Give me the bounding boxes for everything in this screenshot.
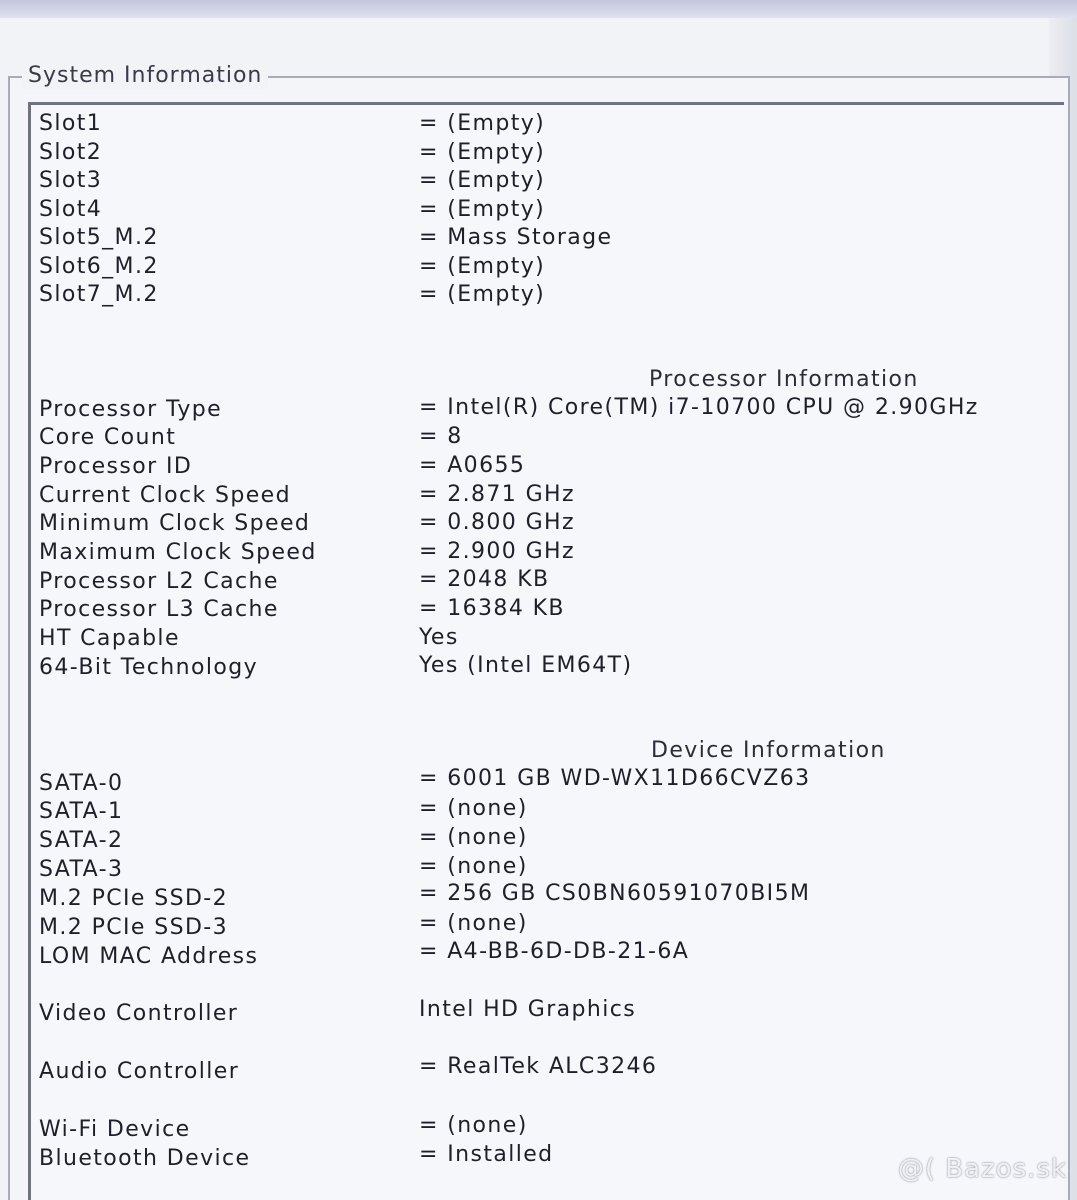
sata3-value: = (none) [419, 854, 528, 879]
sata2-label: SATA-2 [39, 828, 124, 853]
slot3-label: Slot3 [39, 168, 103, 193]
slot6-label: Slot6_M.2 [39, 254, 159, 279]
device-section-title: Device Information [651, 738, 886, 763]
sata1-label: SATA-1 [39, 799, 124, 824]
video-controller-value: Intel HD Graphics [419, 997, 637, 1022]
min-clock-value: = 0.800 GHz [419, 510, 575, 535]
ssd2-label: M.2 PCIe SSD-2 [39, 886, 229, 911]
wifi-device-label: Wi-Fi Device [39, 1117, 191, 1142]
slot3-value: = (Empty) [419, 168, 546, 193]
wifi-device-value: = (none) [419, 1113, 528, 1138]
slot5-value: = Mass Storage [419, 225, 613, 250]
slot4-value: = (Empty) [419, 197, 546, 222]
ssd3-label: M.2 PCIe SSD-3 [39, 915, 229, 940]
lom-mac-label: LOM MAC Address [39, 944, 259, 969]
slot5-label: Slot5_M.2 [39, 225, 159, 250]
slot4-label: Slot4 [39, 197, 103, 222]
sata0-value: = 6001 GB WD-WX11D66CVZ63 [419, 766, 811, 791]
l2-cache-label: Processor L2 Cache [39, 569, 279, 594]
min-clock-label: Minimum Clock Speed [39, 511, 311, 536]
core-count-label: Core Count [39, 425, 177, 450]
audio-controller-value: = RealTek ALC3246 [419, 1054, 658, 1079]
l2-cache-value: = 2048 KB [419, 567, 550, 592]
ssd2-value: = 256 GB CS0BN60591070BI5M [419, 881, 811, 906]
audio-controller-label: Audio Controller [39, 1059, 240, 1084]
core-count-value: = 8 [419, 424, 463, 449]
sata2-value: = (none) [419, 825, 528, 850]
slot6-value: = (Empty) [419, 254, 546, 279]
slot7-value: = (Empty) [419, 282, 546, 307]
sata3-label: SATA-3 [39, 857, 124, 882]
slot1-value: = (Empty) [419, 111, 546, 136]
group-title: System Information [22, 63, 268, 89]
info-panel [28, 102, 1064, 1200]
video-controller-label: Video Controller [39, 1001, 239, 1026]
processor-type-label: Processor Type [39, 397, 223, 422]
ht-capable-value: Yes [419, 625, 459, 650]
64bit-label: 64-Bit Technology [39, 655, 259, 680]
processor-type-value: = Intel(R) Core(TM) i7-10700 CPU @ 2.90GHz [419, 395, 979, 420]
slot1-label: Slot1 [39, 111, 103, 136]
slot2-label: Slot2 [39, 140, 103, 165]
current-clock-label: Current Clock Speed [39, 483, 291, 508]
max-clock-value: = 2.900 GHz [419, 539, 575, 564]
bluetooth-device-label: Bluetooth Device [39, 1146, 251, 1171]
max-clock-label: Maximum Clock Speed [39, 540, 317, 565]
sata1-value: = (none) [419, 796, 528, 821]
current-clock-value: = 2.871 GHz [419, 482, 575, 507]
sata0-label: SATA-0 [39, 771, 124, 796]
lom-mac-value: = A4-BB-6D-DB-21-6A [419, 939, 690, 964]
l3-cache-label: Processor L3 Cache [39, 597, 279, 622]
processor-id-label: Processor ID [39, 454, 193, 479]
slot7-label: Slot7_M.2 [39, 282, 159, 307]
ht-capable-label: HT Capable [39, 626, 180, 651]
processor-id-value: = A0655 [419, 453, 526, 478]
bluetooth-device-value: = Installed [419, 1142, 554, 1167]
slot2-value: = (Empty) [419, 140, 546, 165]
64bit-value: Yes (Intel EM64T) [419, 653, 633, 678]
watermark: @( Bazos.sk [897, 1154, 1067, 1184]
ssd3-value: = (none) [419, 911, 528, 936]
top-strip [0, 0, 1077, 18]
processor-section-title: Processor Information [649, 367, 919, 392]
l3-cache-value: = 16384 KB [419, 596, 565, 621]
